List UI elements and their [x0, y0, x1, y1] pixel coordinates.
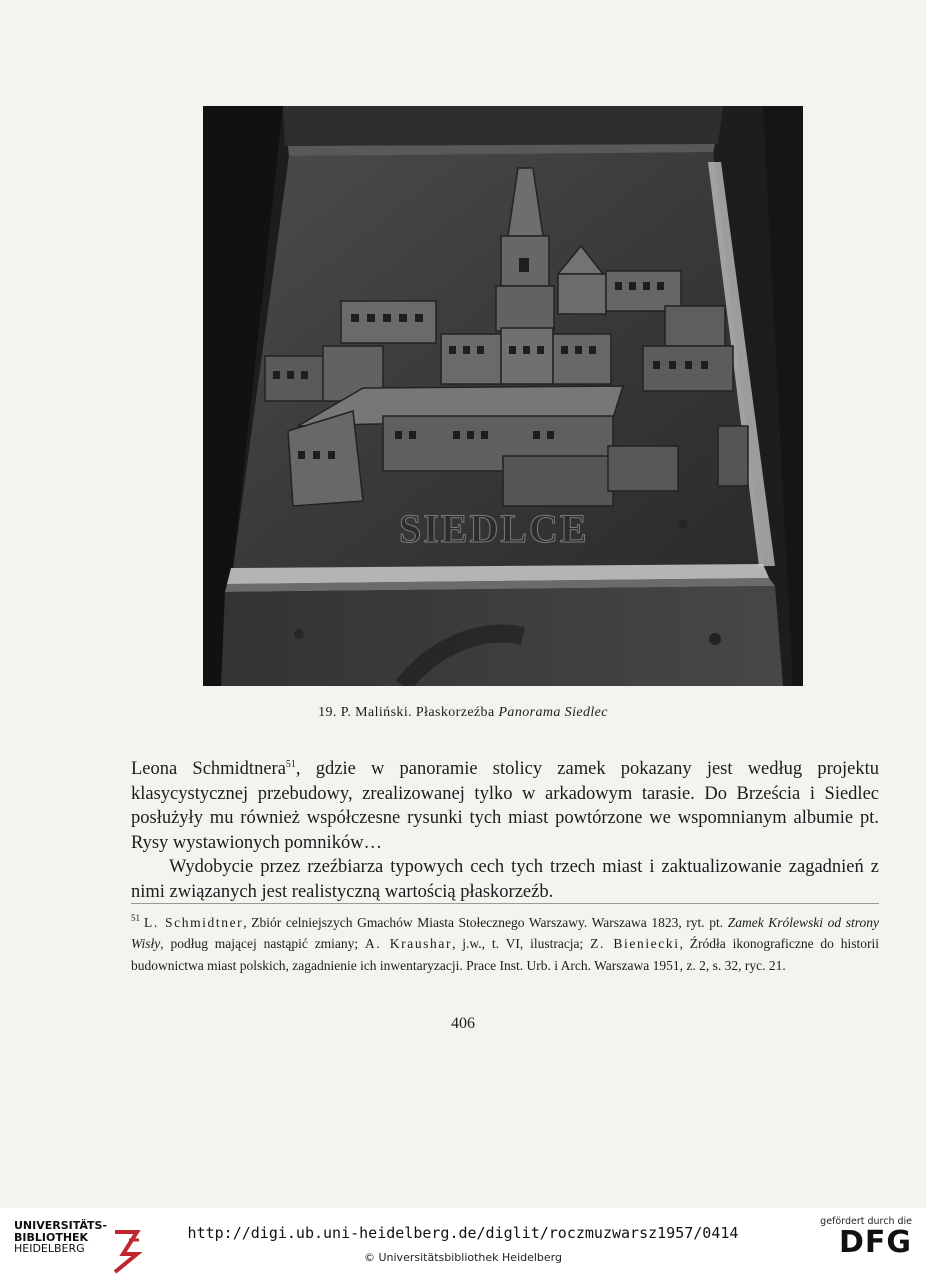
footnote-text-4: , Źródła ikonograficzne do historii budownictwa miast polskich, zagadnienie ich inwentaryzacji. Prace Inst. Urb. i Arch. Warszawa 1951, z. 2, s. 32, ryc. 21. — [131, 936, 880, 973]
relief-image — [203, 106, 803, 686]
footer-bar — [0, 1208, 926, 1274]
footnote-author-3: Z. Bieniecki — [590, 936, 680, 952]
library-name-line2: BIBLIOTHEK — [14, 1230, 89, 1244]
dfg-logo[interactable] — [820, 1216, 912, 1268]
paragraph-2: Wydobycie przez rzeźbiarza typowych cech tych trzech miast i zaktualizowanie zagadnień z nimi związanych jest realistyczną wartością płaskorzeźb. — [131, 857, 879, 902]
relief-photograph — [203, 106, 803, 686]
body-text — [131, 757, 879, 905]
paragraph-1-start: Leona Schmidtnera — [131, 759, 286, 779]
footnote-ref: 51 — [285, 759, 296, 770]
caption-prefix: 19. P. Maliński. Płaskorzeźba — [318, 705, 499, 720]
relief-inscription: SIEDLCE — [399, 506, 589, 551]
copyright-notice: © Universitätsbibliothek Heidelberg — [363, 1251, 562, 1264]
footnote — [131, 912, 879, 976]
figure-caption — [0, 705, 926, 721]
footnote-text-1: , Zbiór celniejszych Gmachów Miasta Stołecznego Warszawy. Warszawa 1823, ryt. pt. — [243, 915, 728, 930]
library-name-line1: UNIVERSITÄTS- — [14, 1219, 108, 1232]
permalink-url[interactable]: http://digi.ub.uni-heidelberg.de/diglit/roczmuzwarsz1957/0414 — [187, 1224, 739, 1242]
library-name-line3: HEIDELBERG — [14, 1242, 85, 1255]
dfg-wordmark: DFG — [838, 1225, 912, 1260]
funding-label: gefördert durch die — [820, 1216, 912, 1227]
footnote-separator — [131, 903, 879, 904]
footnote-text-2: , podług mającej nastąpić zmiany; — [160, 936, 366, 952]
paragraph-1-rest: , gdzie w panoramie stolicy zamek pokazany jest według projektu klasycystycznej przebudowy, zrealizowanej tylko w arkadowym tarasie. Do Brześcia i Siedlec posłużyły mu również współczesne rysunki tych miast powtórzone we wspomnianym albumie pt. Rysy wystawionych pomników… — [131, 759, 879, 853]
footnote-author-2: A. Kraushar — [365, 936, 453, 952]
footnote-number: 51 — [131, 913, 140, 923]
footnote-text-3: , j.w., t. VI, ilustracja; — [452, 936, 591, 952]
footnote-title-1: Zamek Królewski od strony Wisły — [131, 915, 879, 952]
paragraph-1 — [131, 757, 879, 855]
caption-title: Panorama Siedlec — [498, 705, 608, 720]
footnote-author-1: L. Schmidtner — [144, 915, 244, 930]
page-number: 406 — [451, 1015, 475, 1032]
